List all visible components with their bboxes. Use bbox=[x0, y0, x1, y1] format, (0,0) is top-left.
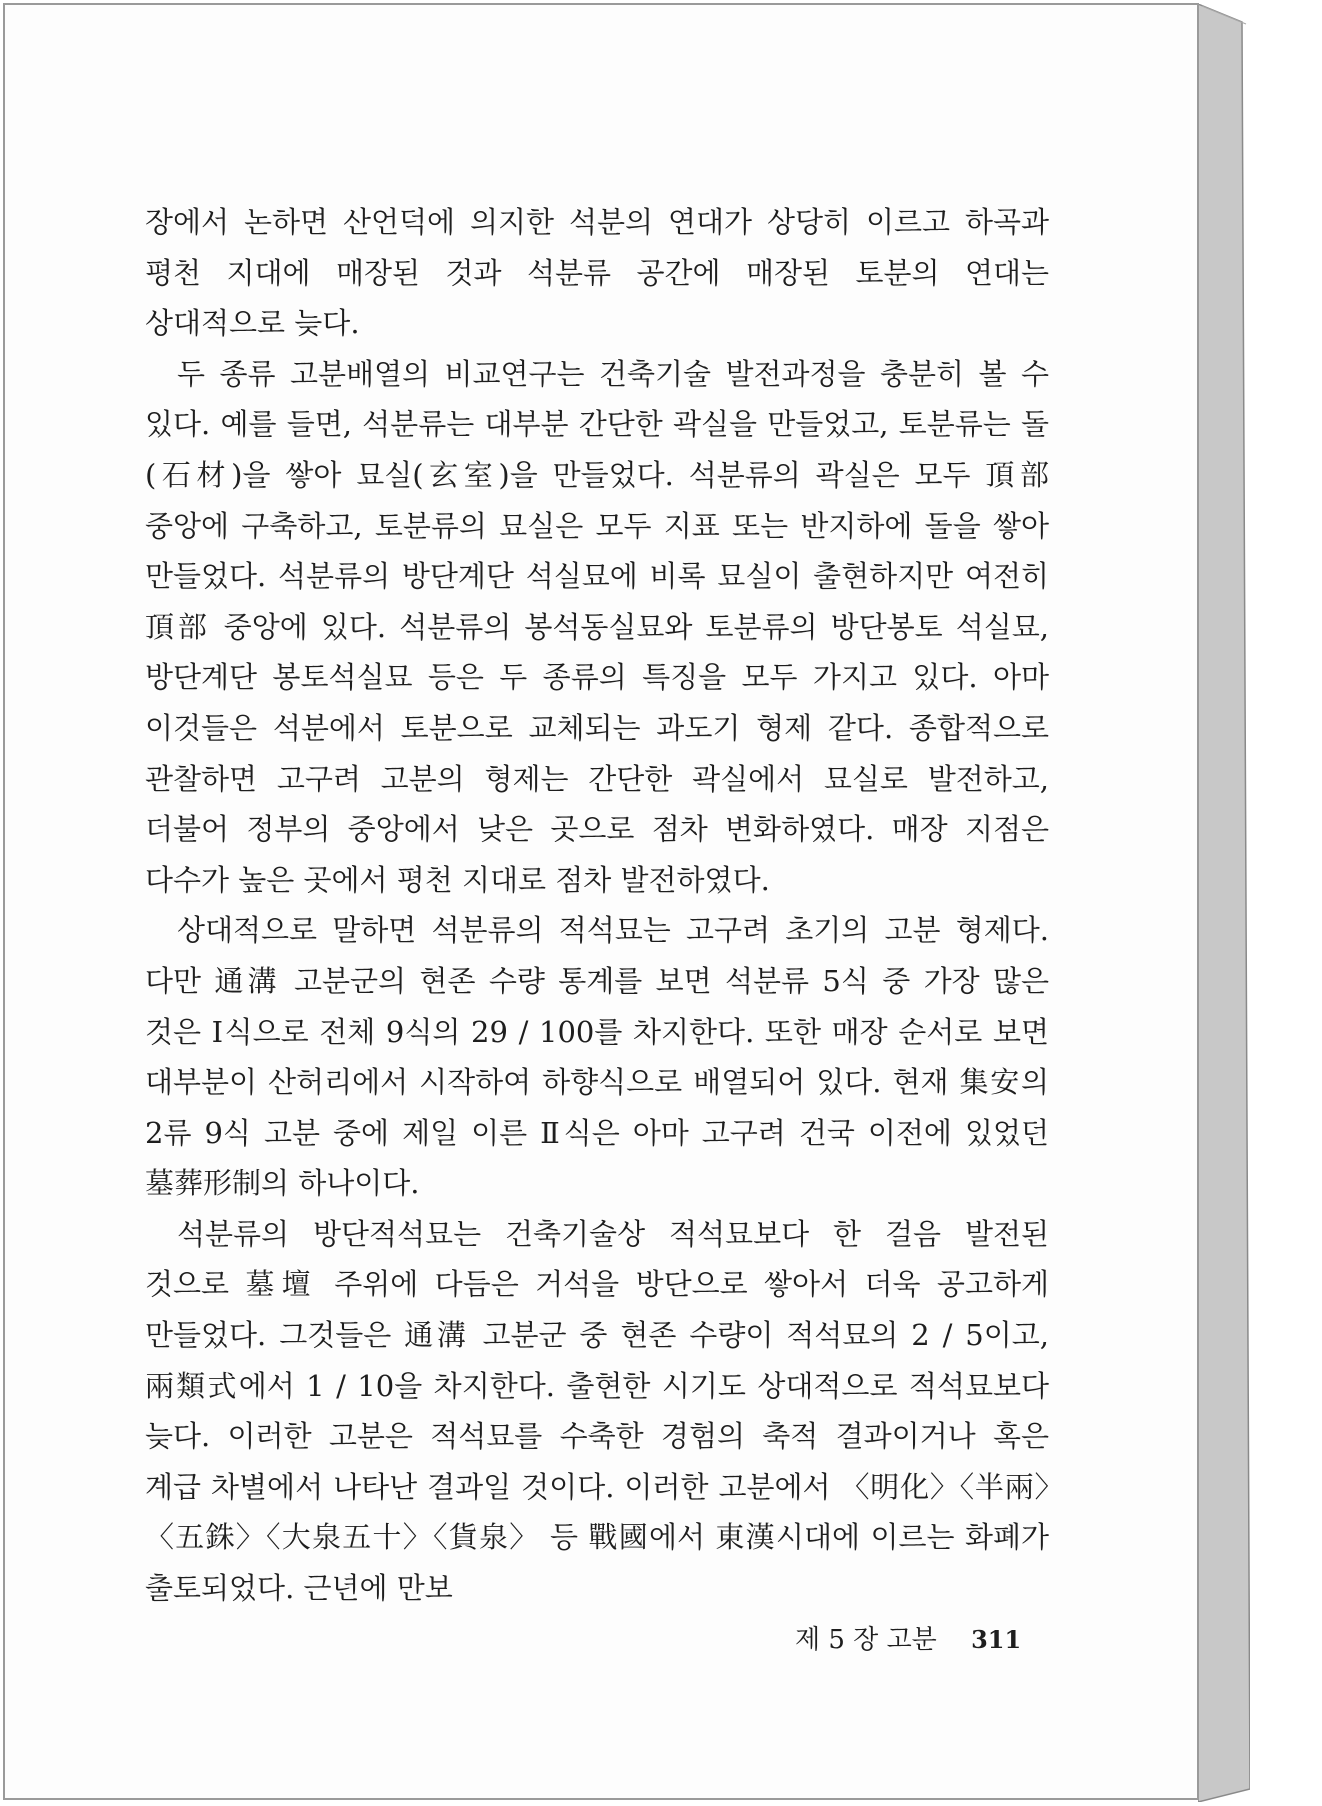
paragraph-1: 장에서 논하면 산언덕에 의지한 석분의 연대가 상당히 이르고 하곡과 평천 지대에 매장된 것과 석분류 공간에 매장된 토분의 연대는 상대적으로 늦다. bbox=[145, 205, 1049, 341]
page-footer bbox=[795, 1619, 1025, 1656]
page-number: 311 bbox=[971, 1625, 1022, 1654]
body-text bbox=[145, 197, 1049, 1614]
paragraph-2: 두 종류 고분배열의 비교연구는 건축기술 발전과정을 충분히 볼 수 있다. 예를 들면, 석분류는 대부분 간단한 곽실을 만들었고, 토분류는 돌(石材)을 쌓아 묘실(玄室)을 만들었다. 석분류의 곽실은 모두 頂部 중앙에 구축하고, 토분류의 묘실은 모두 지표 또는 반지하에 돌을 쌓아 만들었다. 석분류의 방단계단 석실묘에 비록 묘실이 출현하지만 여전히 頂部 중앙에 있다. 석분류의 봉석동실묘와 토분류의 방단봉토 석실묘, 방단계단 봉토석실묘 등은 두 종류의 특징을 모두 가지고 있다. 아마 이것들은 석분에서 토분으로 교체되는 과도기 형제 같다. 종합적으로 관찰하면 고구려 고분의 형제는 간단한 곽실에서 묘실로 발전하고, 더불어 정부의 중앙에서 낮은 곳으로 점차 변화하였다. 매장 지점은 다수가 높은 곳에서 평천 지대로 점차 발전하였다. bbox=[145, 356, 1049, 897]
book-page bbox=[3, 3, 1199, 1800]
book-page-edge bbox=[1198, 4, 1250, 1802]
paragraph-4: 석분류의 방단적석묘는 건축기술상 적석묘보다 한 걸음 발전된 것으로 墓壇 주위에 다듬은 거석을 방단으로 쌓아서 더욱 공고하게 만들었다. 그것들은 通溝 고분군 중 현존 수량이 적석묘의 2 / 5이고, 兩類式에서 1 / 10을 차지한다. 출현한 시기도 상대적으로 적석묘보다 늦다. 이러한 고분은 적석묘를 수축한 경험의 축적 결과이거나 혹은 계급 차별에서 나타난 결과일 것이다. 이러한 고분에서 〈明化〉〈半兩〉〈五銖〉〈大泉五十〉〈貨泉〉 등 戰國에서 東漢시대에 이르는 화폐가 출토되었다. 근년에 만보 bbox=[145, 1216, 1049, 1606]
paragraph-3: 상대적으로 말하면 석분류의 적석묘는 고구려 초기의 고분 형제다. 다만 通溝 고분군의 현존 수량 통계를 보면 석분류 5식 중 가장 많은 것은 Ⅰ식으로 전체 9식의 29 / 100를 차지한다. 또한 매장 순서로 보면 대부분이 산허리에서 시작하여 하향식으로 배열되어 있다. 현재 集安의 2류 9식 고분 중에 제일 이른 Ⅱ식은 아마 고구려 건국 이전에 있었던 墓葬形制의 하나이다. bbox=[145, 913, 1049, 1201]
chapter-title: 제 5 장 고분 bbox=[795, 1625, 937, 1655]
